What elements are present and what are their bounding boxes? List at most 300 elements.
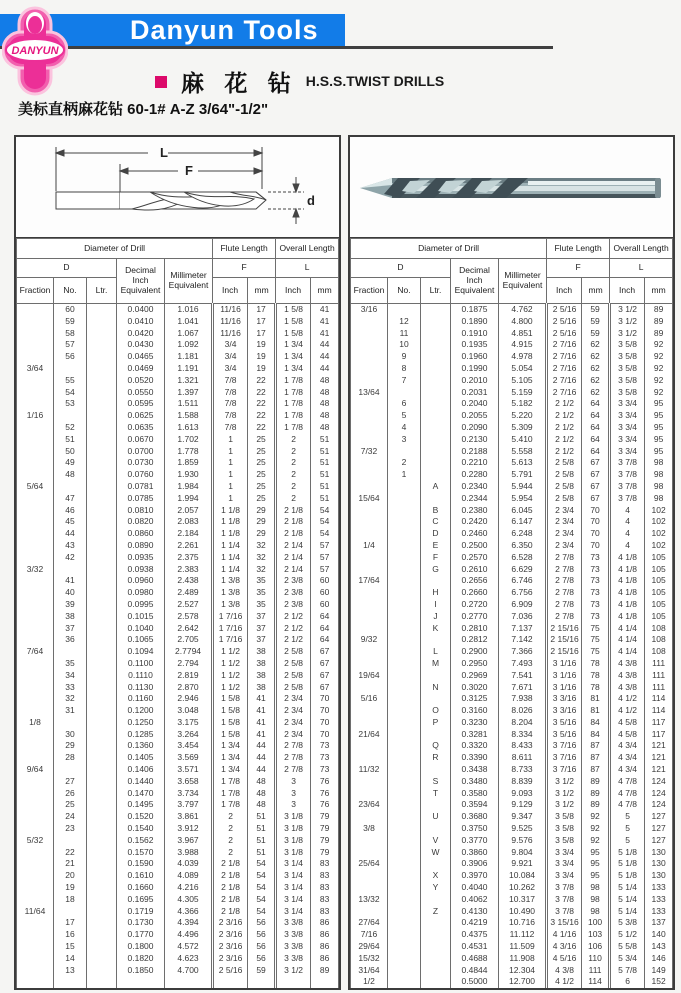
cell xyxy=(17,917,54,929)
cell: 3 1/4 xyxy=(276,906,311,918)
cell: 2 1/2 xyxy=(276,611,311,623)
cell: 149 xyxy=(645,965,673,977)
cell: 2 xyxy=(276,457,311,469)
cell: 0.3230 xyxy=(451,717,499,729)
col-group-d: D xyxy=(17,259,117,278)
cell xyxy=(87,599,117,611)
cell: 73 xyxy=(311,764,339,776)
cell xyxy=(421,894,451,906)
cell: 5 xyxy=(610,811,645,823)
cell: 0.3860 xyxy=(451,847,499,859)
cell: 56 xyxy=(248,929,276,941)
table-row xyxy=(351,493,673,505)
col-millimeter: Millimeter Equivalent xyxy=(165,259,213,304)
cell: 8.204 xyxy=(499,717,547,729)
cell: 5.159 xyxy=(499,387,547,399)
cell: 2 15/16 xyxy=(547,646,582,658)
cell: 54 xyxy=(248,870,276,882)
cell xyxy=(388,670,421,682)
cell: 10.084 xyxy=(499,870,547,882)
cell: 105 xyxy=(645,587,673,599)
cell: 67 xyxy=(311,670,339,682)
cell: 1 xyxy=(388,469,421,481)
cell xyxy=(17,398,54,410)
cell: 67 xyxy=(311,646,339,658)
cell: 3/8 xyxy=(351,823,388,835)
cell xyxy=(87,505,117,517)
cell xyxy=(17,457,54,469)
cell: 1 3/4 xyxy=(276,339,311,351)
cell xyxy=(87,469,117,481)
cell xyxy=(276,976,311,988)
cell: 3.912 xyxy=(165,823,213,835)
cell: 59 xyxy=(248,965,276,977)
cell xyxy=(351,339,388,351)
cell: 15 xyxy=(54,941,87,953)
cell xyxy=(421,446,451,458)
cell: 83 xyxy=(311,882,339,894)
cell: 92 xyxy=(645,375,673,387)
cell: 38 xyxy=(248,658,276,670)
cell: 1 5/8 xyxy=(213,729,248,741)
cell: 22 xyxy=(248,375,276,387)
cell: 41 xyxy=(311,328,339,340)
cell xyxy=(17,823,54,835)
cell: 78 xyxy=(582,658,610,670)
cell: 5 xyxy=(610,835,645,847)
cell: 0.3438 xyxy=(451,764,499,776)
cell xyxy=(54,363,87,375)
cell: 5 1/4 xyxy=(610,882,645,894)
cell: 2 xyxy=(213,847,248,859)
table-row xyxy=(17,811,339,823)
cell: 1/2 xyxy=(351,976,388,988)
cell: 54 xyxy=(248,894,276,906)
cell: 3 7/8 xyxy=(610,481,645,493)
cell: 4 1/2 xyxy=(610,693,645,705)
cell: 38 xyxy=(248,646,276,658)
cell: 2 7/8 xyxy=(276,740,311,752)
cell: 0.1200 xyxy=(117,705,165,717)
table-row xyxy=(351,422,673,434)
cell xyxy=(17,316,54,328)
table-row xyxy=(351,717,673,729)
cell: 64 xyxy=(582,398,610,410)
cell: 133 xyxy=(645,882,673,894)
table-row xyxy=(17,398,339,410)
cell: 1 3/8 xyxy=(213,575,248,587)
cell: 33 xyxy=(54,682,87,694)
cell: 1 7/8 xyxy=(276,398,311,410)
cell: 0.0730 xyxy=(117,457,165,469)
cell: 98 xyxy=(645,469,673,481)
cell: 92 xyxy=(645,351,673,363)
cell: 4.394 xyxy=(165,917,213,929)
cell: 6.528 xyxy=(499,552,547,564)
cell: 3 1/8 xyxy=(276,811,311,823)
cell: 5 1/4 xyxy=(610,894,645,906)
cell: 37 xyxy=(248,634,276,646)
cell: 5.558 xyxy=(499,446,547,458)
table-row xyxy=(17,906,339,918)
cell xyxy=(388,658,421,670)
cell: 0.1130 xyxy=(117,682,165,694)
cell xyxy=(421,422,451,434)
cell: 2 7/16 xyxy=(547,351,582,363)
cell xyxy=(388,693,421,705)
cell: 1 xyxy=(213,446,248,458)
col-decimal: Decimal Inch Equivalent xyxy=(451,259,499,304)
cell xyxy=(17,516,54,528)
cell xyxy=(87,398,117,410)
cell: 73 xyxy=(311,740,339,752)
cell: 9.921 xyxy=(499,858,547,870)
cell: 1 3/4 xyxy=(276,363,311,375)
cell: 89 xyxy=(645,316,673,328)
cell: 105 xyxy=(645,564,673,576)
cell: 13 xyxy=(54,965,87,977)
product-title-cn: 麻 花 钻 xyxy=(181,69,298,96)
cell: 1 3/8 xyxy=(213,599,248,611)
cell: 7.493 xyxy=(499,658,547,670)
cell: 3 7/16 xyxy=(547,764,582,776)
cell xyxy=(54,481,87,493)
cell: 2.383 xyxy=(165,564,213,576)
cell: 32 xyxy=(248,564,276,576)
cell: D xyxy=(421,528,451,540)
cell: 1 1/4 xyxy=(213,564,248,576)
cell: 1.778 xyxy=(165,446,213,458)
cell: 5.054 xyxy=(499,363,547,375)
table-row xyxy=(351,976,673,988)
cell: 29 xyxy=(54,740,87,752)
cell: 57 xyxy=(311,564,339,576)
cell: 9/64 xyxy=(17,764,54,776)
cell: 11/16 xyxy=(213,316,248,328)
cell xyxy=(87,623,117,635)
table-row xyxy=(17,316,339,328)
cell xyxy=(165,976,213,988)
cell xyxy=(351,363,388,375)
cell: 0.0820 xyxy=(117,516,165,528)
cell: 0.1100 xyxy=(117,658,165,670)
left-table-panel xyxy=(14,135,341,990)
cell: 3.571 xyxy=(165,764,213,776)
cell: 0.3160 xyxy=(451,705,499,717)
cell: 2 7/16 xyxy=(547,363,582,375)
cell xyxy=(17,941,54,953)
cell: 73 xyxy=(582,564,610,576)
cell: 1.984 xyxy=(165,481,213,493)
cell: 79 xyxy=(311,823,339,835)
cell xyxy=(17,505,54,517)
cell: 5 xyxy=(610,823,645,835)
col-millimeter: Millimeter Equivalent xyxy=(499,259,547,304)
cell: 4 1/8 xyxy=(610,564,645,576)
cell: 3 1/4 xyxy=(276,894,311,906)
cell: 44 xyxy=(54,528,87,540)
cell: 2 7/8 xyxy=(547,575,582,587)
cell: 37 xyxy=(248,611,276,623)
cell: 67 xyxy=(582,457,610,469)
cell: 121 xyxy=(645,740,673,752)
cell: 75 xyxy=(582,634,610,646)
cell: 2 5/16 xyxy=(213,965,248,977)
cell: 1.613 xyxy=(165,422,213,434)
table-row xyxy=(351,882,673,894)
col-no: No. xyxy=(54,278,87,304)
cell: 41 xyxy=(248,693,276,705)
cell: 55 xyxy=(54,375,87,387)
cell: 0.4531 xyxy=(451,941,499,953)
cell xyxy=(17,858,54,870)
cell: 17 xyxy=(54,917,87,929)
cell xyxy=(54,764,87,776)
cell: 0.3680 xyxy=(451,811,499,823)
cell xyxy=(388,799,421,811)
cell xyxy=(17,552,54,564)
spec-subtitle: 美标直柄麻花钻 60-1# A-Z 3/64"-1/2" xyxy=(18,101,269,118)
cell xyxy=(17,575,54,587)
cell: 0.0760 xyxy=(117,469,165,481)
col-l-mm: mm xyxy=(645,278,673,304)
cell: 4 3/8 xyxy=(610,670,645,682)
cell: 6.909 xyxy=(499,599,547,611)
cell: 12.700 xyxy=(499,976,547,988)
cell: 2.083 xyxy=(165,516,213,528)
cell: 4 xyxy=(610,505,645,517)
cell: 27/64 xyxy=(351,917,388,929)
cell xyxy=(17,387,54,399)
table-row xyxy=(17,976,339,988)
cell: 48 xyxy=(54,469,87,481)
cell: 0.2810 xyxy=(451,623,499,635)
table-row xyxy=(17,953,339,965)
cell xyxy=(87,906,117,918)
cell: 4 7/8 xyxy=(610,776,645,788)
cell xyxy=(87,693,117,705)
cell: 0.1820 xyxy=(117,953,165,965)
cell: 35 xyxy=(248,599,276,611)
cell: 3.048 xyxy=(165,705,213,717)
cell: 25 xyxy=(248,434,276,446)
table-row xyxy=(351,693,673,705)
cell: 2 3/4 xyxy=(276,705,311,717)
cell: 3 3/8 xyxy=(276,929,311,941)
cell xyxy=(87,917,117,929)
cell: 1 7/16 xyxy=(213,623,248,635)
cell: 0.0995 xyxy=(117,599,165,611)
cell: 2 5/8 xyxy=(547,457,582,469)
cell xyxy=(87,564,117,576)
cell: 58 xyxy=(54,328,87,340)
cell: 13/64 xyxy=(351,387,388,399)
cell: 105 xyxy=(645,599,673,611)
cell: 3 1/4 xyxy=(276,858,311,870)
cell xyxy=(421,351,451,363)
cell: 3/32 xyxy=(17,564,54,576)
cell: 2 1/2 xyxy=(276,634,311,646)
cell: 1 5/8 xyxy=(276,316,311,328)
cell: 56 xyxy=(54,351,87,363)
cell: 92 xyxy=(645,363,673,375)
cell: 7.671 xyxy=(499,682,547,694)
cell: 11/32 xyxy=(351,764,388,776)
cell: 54 xyxy=(311,528,339,540)
cell: 3 15/16 xyxy=(547,917,582,929)
cell: 2 5/16 xyxy=(547,304,582,316)
cell: 4.800 xyxy=(499,316,547,328)
cell: 64 xyxy=(311,623,339,635)
cell: 0.3770 xyxy=(451,835,499,847)
cell: 84 xyxy=(582,717,610,729)
table-row xyxy=(17,693,339,705)
cell: 3.797 xyxy=(165,799,213,811)
table-row xyxy=(351,528,673,540)
cell xyxy=(421,693,451,705)
cell: 76 xyxy=(311,776,339,788)
cell: 5.309 xyxy=(499,422,547,434)
cell xyxy=(87,729,117,741)
cell: 5.954 xyxy=(499,493,547,505)
col-ltr: Ltr. xyxy=(421,278,451,304)
cell: 1 1/8 xyxy=(213,505,248,517)
cell: 0.4844 xyxy=(451,965,499,977)
table-row xyxy=(17,799,339,811)
cell xyxy=(351,811,388,823)
cell: 108 xyxy=(645,623,673,635)
cell: 0.2570 xyxy=(451,552,499,564)
cell: 3 3/8 xyxy=(276,941,311,953)
cell xyxy=(87,481,117,493)
cell: 86 xyxy=(311,941,339,953)
cell: 73 xyxy=(582,575,610,587)
cell: 3.454 xyxy=(165,740,213,752)
cell: 51 xyxy=(311,434,339,446)
cell: 0.0670 xyxy=(117,434,165,446)
cell: 41 xyxy=(54,575,87,587)
cell: 2 3/4 xyxy=(547,505,582,517)
cell: 2 3/8 xyxy=(276,587,311,599)
cell xyxy=(87,646,117,658)
cell xyxy=(388,717,421,729)
cell: 54 xyxy=(248,882,276,894)
cell: 2 xyxy=(388,457,421,469)
cell: 8.433 xyxy=(499,740,547,752)
table-row xyxy=(351,870,673,882)
cell: 95 xyxy=(645,446,673,458)
cell: 1.191 xyxy=(165,363,213,375)
cell: 2 1/8 xyxy=(213,882,248,894)
cell: 0.2280 xyxy=(451,469,499,481)
table-row xyxy=(17,469,339,481)
cell xyxy=(388,752,421,764)
cell: 0.2500 xyxy=(451,540,499,552)
cell: 51 xyxy=(248,811,276,823)
cell xyxy=(388,953,421,965)
cell: 3 1/2 xyxy=(547,788,582,800)
cell xyxy=(87,776,117,788)
cell: 29 xyxy=(248,528,276,540)
table-row xyxy=(351,929,673,941)
cell: 2.527 xyxy=(165,599,213,611)
cell: 0.2380 xyxy=(451,505,499,517)
cell: 3 7/8 xyxy=(610,457,645,469)
cell: 9.804 xyxy=(499,847,547,859)
cell xyxy=(87,894,117,906)
cell: 7/64 xyxy=(17,646,54,658)
cell: 0.2210 xyxy=(451,457,499,469)
cell xyxy=(388,446,421,458)
cell: 29/64 xyxy=(351,941,388,953)
cell xyxy=(87,835,117,847)
table-row xyxy=(17,835,339,847)
cell: 1/16 xyxy=(17,410,54,422)
cell: 3.569 xyxy=(165,752,213,764)
cell: O xyxy=(421,705,451,717)
cell xyxy=(351,682,388,694)
table-row xyxy=(351,457,673,469)
cell xyxy=(351,599,388,611)
cell: 51 xyxy=(248,835,276,847)
cell xyxy=(388,564,421,576)
cell: 124 xyxy=(645,799,673,811)
cell: 22 xyxy=(54,847,87,859)
product-title-row xyxy=(155,66,444,96)
cell xyxy=(388,646,421,658)
cell: 1.016 xyxy=(165,304,213,316)
cell: 4.700 xyxy=(165,965,213,977)
cell: C xyxy=(421,516,451,528)
cell: 3 7/8 xyxy=(547,906,582,918)
cell: 52 xyxy=(54,422,87,434)
cell: T xyxy=(421,788,451,800)
cell xyxy=(17,611,54,623)
cell: 0.3750 xyxy=(451,823,499,835)
table-row xyxy=(351,587,673,599)
cell xyxy=(87,976,117,988)
cell: 25 xyxy=(248,457,276,469)
cell xyxy=(213,976,248,988)
cell xyxy=(17,634,54,646)
cell xyxy=(17,540,54,552)
col-f-mm: mm xyxy=(248,278,276,304)
table-row xyxy=(17,670,339,682)
cell: 39 xyxy=(54,599,87,611)
cell: 42 xyxy=(54,552,87,564)
cell: 9.576 xyxy=(499,835,547,847)
cell: S xyxy=(421,776,451,788)
cell: 2.794 xyxy=(165,658,213,670)
cell: 1 5/8 xyxy=(213,705,248,717)
cell: 1 7/8 xyxy=(213,788,248,800)
table-row xyxy=(351,552,673,564)
danyun-logo xyxy=(2,5,68,97)
cell: 4.496 xyxy=(165,929,213,941)
cell: 0.1890 xyxy=(451,316,499,328)
cell: 0.1719 xyxy=(117,906,165,918)
cell: 54 xyxy=(311,505,339,517)
cell: V xyxy=(421,835,451,847)
cell: 2 3/4 xyxy=(276,717,311,729)
cell xyxy=(87,446,117,458)
cell: 48 xyxy=(311,422,339,434)
table-row xyxy=(351,611,673,623)
cell: 7.036 xyxy=(499,611,547,623)
cell: 4.851 xyxy=(499,328,547,340)
cell: 70 xyxy=(311,729,339,741)
cell xyxy=(388,387,421,399)
